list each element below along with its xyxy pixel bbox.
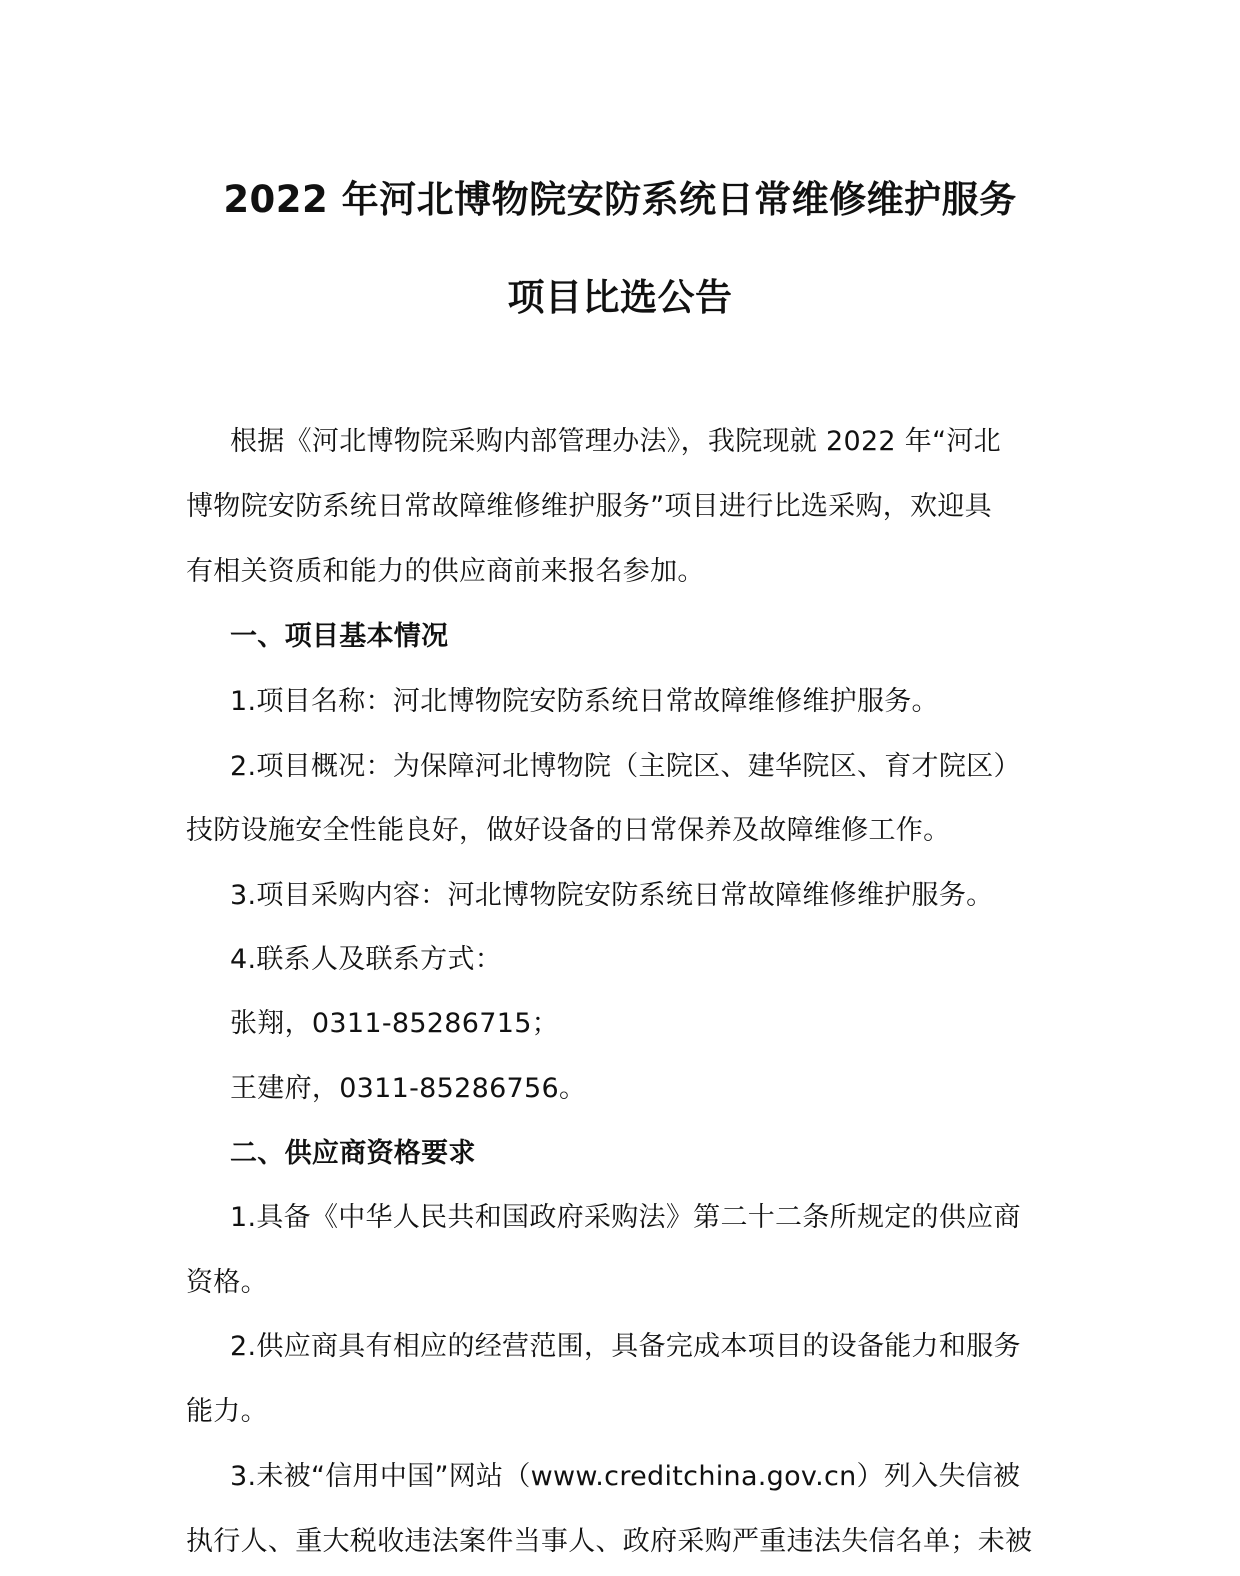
section-1-item-2-line-1: 2.项目概况：为保障河北博物院（主院区、建华院区、育才院区） <box>230 751 1021 782</box>
document-title-line-2: 项目比选公告 <box>507 276 733 319</box>
intro-line-3: 有相关资质和能力的供应商前来报名参加。 <box>186 556 705 587</box>
section-1-item-4: 4.联系人及联系方式： <box>230 944 503 975</box>
section-2-item-3-line-2: 执行人、重大税收违法案件当事人、政府采购严重违法失信名单；未被 <box>186 1526 1033 1557</box>
document-title-line-1: 2022 年河北博物院安防系统日常维修维护服务 <box>223 178 1017 221</box>
section-2-item-1-line-1: 1.具备《中华人民共和国政府采购法》第二十二条所规定的供应商 <box>230 1202 1021 1233</box>
intro-line-1: 根据《河北博物院采购内部管理办法》，我院现就 2022 年“河北 <box>230 426 1001 457</box>
section-1-heading: 一、项目基本情况 <box>230 621 449 652</box>
intro-line-2: 博物院安防系统日常故障维修维护服务”项目进行比选采购，欢迎具 <box>186 491 992 522</box>
section-2-heading: 二、供应商资格要求 <box>230 1138 476 1169</box>
section-1-item-1: 1.项目名称：河北博物院安防系统日常故障维修维护服务。 <box>230 686 939 717</box>
section-1-item-3: 3.项目采购内容：河北博物院安防系统日常故障维修维护服务。 <box>230 880 994 911</box>
section-2-item-2-line-2: 能力。 <box>186 1396 268 1427</box>
section-2-item-2-line-1: 2.供应商具有相应的经营范围，具备完成本项目的设备能力和服务 <box>230 1331 1021 1362</box>
contact-1: 张翔，0311-85286715； <box>230 1008 559 1039</box>
contact-2: 王建府，0311-85286756。 <box>230 1073 587 1104</box>
section-2-item-3-line-1: 3.未被“信用中国”网站（www.creditchina.gov.cn）列入失信被 <box>230 1461 1021 1492</box>
section-2-item-1-line-2: 资格。 <box>186 1267 268 1298</box>
section-1-item-2-line-2: 技防设施安全性能良好，做好设备的日常保养及故障维修工作。 <box>186 815 951 846</box>
